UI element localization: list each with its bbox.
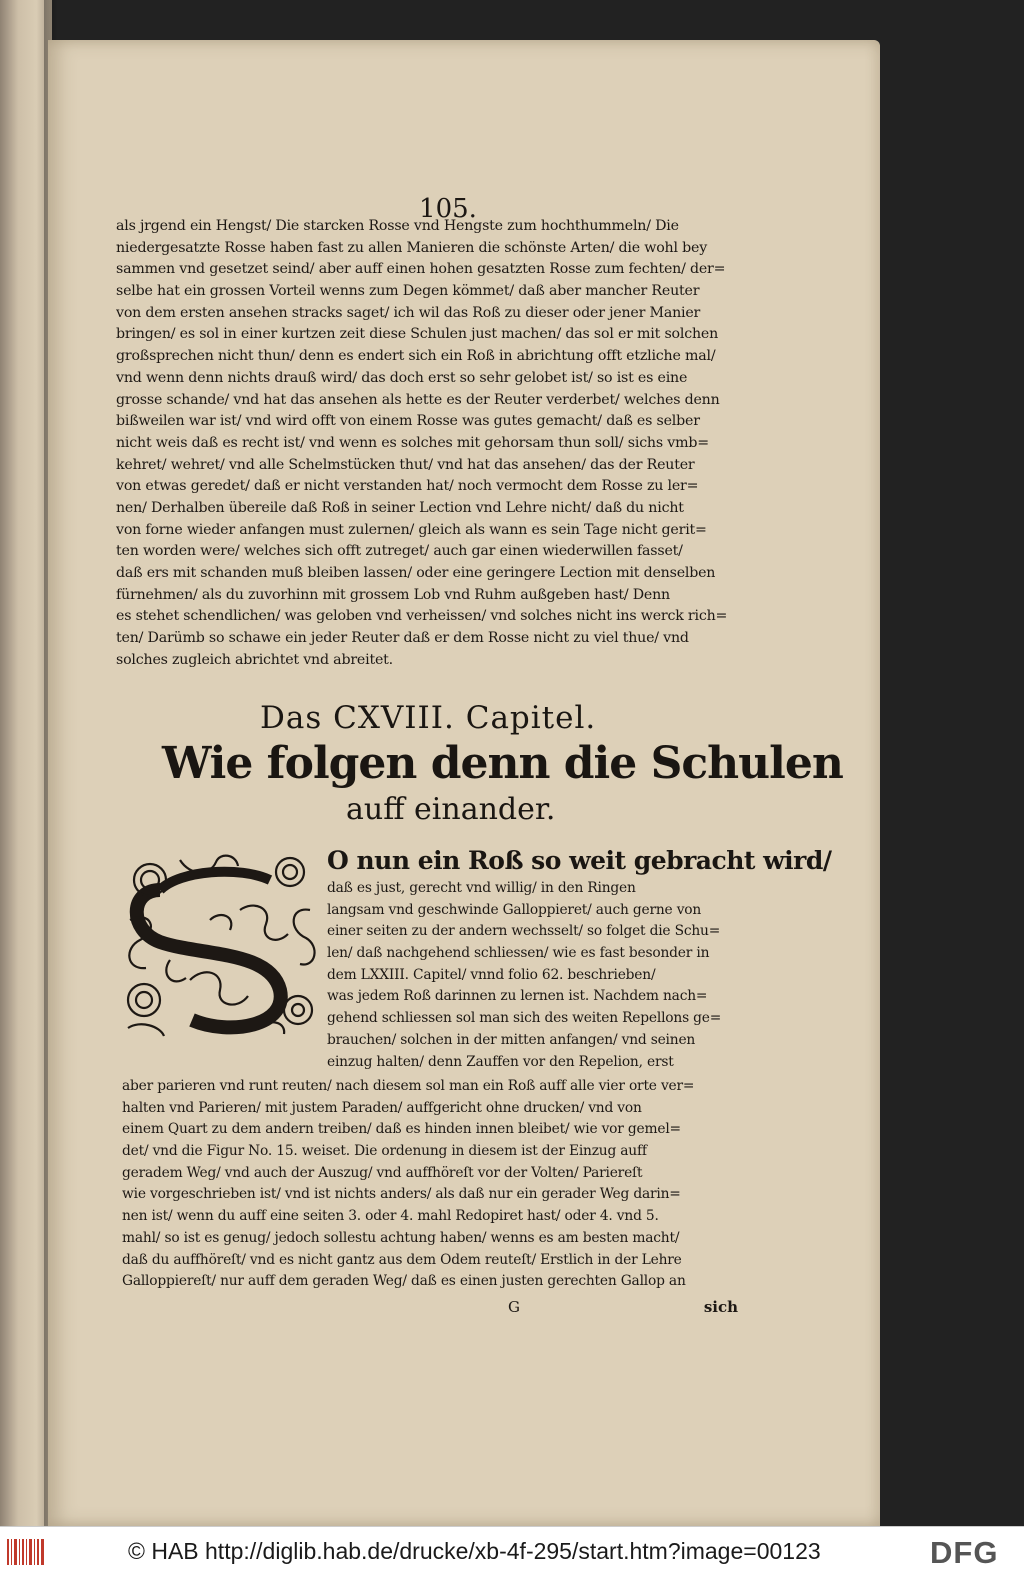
text-line: det/ vnd die Figur No. 15. weiset. Die ordenung in diesem ist der Einzug auff xyxy=(122,1143,647,1160)
text-line: halten vnd Parieren/ mit justem Paraden/ auffgericht ohne drucken/ vnd von xyxy=(122,1099,642,1116)
text-line: nen ist/ wenn du auff eine seiten 3. oder 4. mahl Redopiret hast/ oder 4. vnd 5. xyxy=(122,1208,659,1225)
text-line: einer seiten zu der andern wechsselt/ so folget die Schu= xyxy=(327,923,721,940)
body-text-bottom xyxy=(122,1076,742,1293)
text-line: fürnehmen/ als du zuvorhinn mit grossem Lob vnd Ruhm außgeben hast/ Denn xyxy=(116,586,670,603)
catchword: sich xyxy=(703,1298,738,1316)
footer-credit-link[interactable]: © HAB http://diglib.hab.de/drucke/xb-4f-295/start.htm?image=00123 xyxy=(128,1538,821,1564)
text-line: bißweilen war ist/ vnd wird offt von einem Rosse was gutes gemacht/ daß es selber xyxy=(116,413,700,430)
text-line: was jedem Roß darinnen zu lernen ist. Nachdem nach= xyxy=(327,988,708,1005)
text-line: Galloppiereſt/ nur auff dem geraden Weg/ daß es einen justen gerechten Gallop an xyxy=(122,1273,686,1290)
text-line: aber parieren vnd runt reuten/ nach diesem sol man ein Roß auff alle vier orte ver= xyxy=(122,1078,695,1094)
text-line: wie vorgeschrieben ist/ vnd ist nichts anders/ als daß nur ein gerader Weg darin= xyxy=(122,1186,681,1203)
text-line: grosse schande/ vnd hat das ansehen als hette es der Reuter verderbet/ welches denn xyxy=(116,391,720,408)
text-line: vnd wenn denn nichts drauß wird/ das doch erst so sehr gelobet ist/ so ist es eine xyxy=(116,369,688,386)
chapter-title-line-2: auff einander. xyxy=(346,792,556,827)
text-line: kehret/ wehret/ vnd alle Schelmstücken thut/ vnd hat das ansehen/ das der Reuter xyxy=(116,456,695,473)
text-line: nicht weis daß es recht ist/ vnd wenn es solches mit gehorsam thun soll/ sichs vmb= xyxy=(116,434,709,451)
text-line: brauchen/ solchen in der mitten anfangen/ vnd seinen xyxy=(327,1031,696,1048)
text-line: niedergesatzte Rosse haben fast zu allen Manieren die schönste Arten/ die wohl bey xyxy=(116,239,708,256)
body-text-beside-initial xyxy=(327,878,745,1073)
text-line: nen/ Derhalben übereile daß Roß in seiner Lection vnd Lehre nicht/ daß du nicht xyxy=(116,499,684,516)
barcode-icon xyxy=(6,1537,46,1567)
dfg-logo: DFG xyxy=(930,1535,999,1570)
signature-mark: G xyxy=(508,1298,520,1316)
text-line: dem LXXIII. Capitel/ vnnd folio 62. beschrieben/ xyxy=(327,966,656,983)
text-line: geradem Weg/ vnd auch der Auszug/ vnd auffhöreſt vor der Volten/ Pariereſt xyxy=(122,1164,643,1181)
opening-line: O nun ein Roß so weit gebracht wird/ xyxy=(327,846,832,875)
text-line: ten/ Darümb so schawe ein jeder Reuter daß er dem Rosse nicht zu viel thue/ vnd xyxy=(116,630,689,647)
text-line: daß du auffhöreſt/ vnd es nicht gantz aus dem Odem reuteſt/ Erstlich in der Lehre xyxy=(122,1251,682,1268)
text-line: daß es just, gerecht vnd willig/ in den Ringen xyxy=(327,880,636,896)
catchword-row xyxy=(122,1298,742,1322)
chapter-title-line-1: Wie folgen denn die Schulen xyxy=(162,738,843,789)
text-line: es stehet schendlichen/ was geloben vnd verheissen/ vnd solches nicht ins werck rich= xyxy=(116,608,728,625)
text-line: großsprechen nicht thun/ denn es endert sich ein Roß in abrichtung offt etzliche mal/ xyxy=(116,348,716,365)
footer-bar xyxy=(0,1526,1024,1578)
text-line: daß ers mit schanden muß bleiben lassen/ oder eine geringere Lection mit denselben xyxy=(116,565,716,581)
text-line: als jrgend ein Hengst/ Die starcken Rosse vnd Hengste zum hochthummeln/ Die xyxy=(116,218,679,234)
body-text-top xyxy=(116,216,742,671)
text-line: selbe hat ein grossen Vorteil wenns zum Degen kömmet/ daß aber mancher Reuter xyxy=(116,283,700,300)
text-line: gehend schliessen sol man sich des weiten Repellons ge= xyxy=(327,1010,722,1027)
text-line: einzug halten/ denn Zauffen vor den Repelion, erst xyxy=(327,1053,674,1070)
text-line: von forne wieder anfangen must zulernen/ gleich als wann es sein Tage nicht gerit= xyxy=(116,521,707,538)
text-line: sammen vnd gesetzet seind/ aber auff einen hohen gesatzten Rosse zum fechten/ der= xyxy=(116,261,726,278)
chapter-number: Das CXVIII. Capitel. xyxy=(260,700,597,736)
text-line: einem Quart zu dem andern treiben/ daß es hinden innen bleibet/ wie vor gemel= xyxy=(122,1121,681,1138)
text-line: bringen/ es sol in einer kurtzen zeit diese Schulen just machen/ das sol er mit solchen xyxy=(116,326,719,343)
text-line: solches zugleich abrichtet vnd abreitet. xyxy=(116,651,393,668)
page-number: 105. xyxy=(419,194,477,224)
text-line: mahl/ so ist es genug/ jedoch sollestu achtung haben/ wenns es am besten macht/ xyxy=(122,1229,680,1246)
text-line: von etwas geredet/ daß er nicht verstanden hat/ noch vermocht dem Rosse zu ler= xyxy=(116,478,699,495)
text-line: von dem ersten ansehen stracks saget/ ich wil das Roß zu dieser oder jener Manier xyxy=(116,304,701,321)
text-line: len/ daß nachgehend schliessen/ wie es fast besonder in xyxy=(327,945,710,962)
text-line: langsam vnd geschwinde Galloppieret/ auch gerne von xyxy=(327,901,702,918)
decorated-initial-s xyxy=(120,850,324,1040)
text-line: ten worden were/ welches sich offt zutreget/ auch gar einen wiederwillen fasset/ xyxy=(116,543,683,560)
